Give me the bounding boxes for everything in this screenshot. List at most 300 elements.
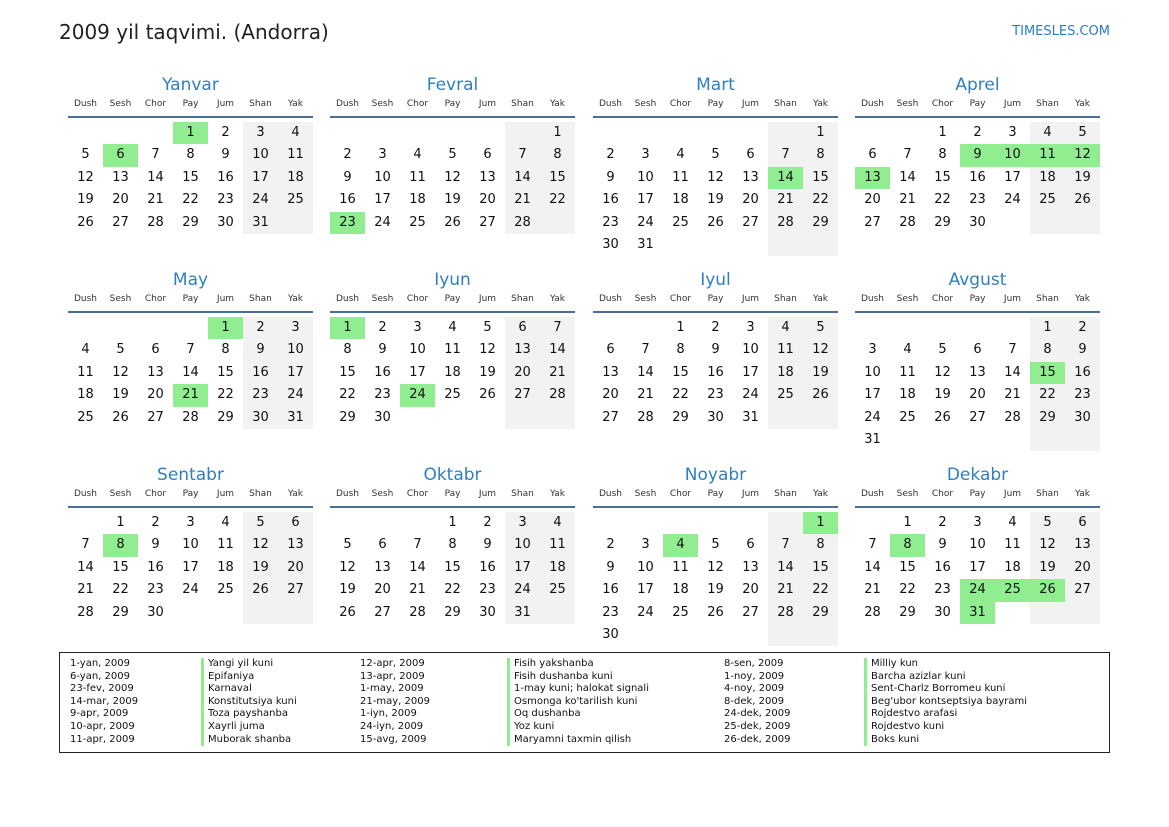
holiday-name: Epifaniya	[201, 671, 297, 684]
day-cell: 13	[374, 559, 391, 575]
holiday-date: 6-yan, 2009	[70, 670, 130, 682]
day-cell: 16	[147, 559, 164, 575]
legend-dates-column	[70, 658, 138, 746]
day-cell: 1	[938, 125, 947, 140]
day-cell: 3	[868, 342, 877, 358]
day-cell: 28	[505, 212, 540, 234]
day-cell: 27	[864, 214, 881, 230]
holiday-day-cell: 8	[103, 534, 138, 556]
holiday-name: Karnaval	[201, 683, 297, 696]
day-cell: 19	[479, 364, 496, 380]
day-cell: 5	[711, 147, 720, 163]
day-cell: 17	[969, 559, 986, 575]
day-cell: 27	[742, 214, 759, 230]
month-name: Dekabr	[946, 465, 1009, 485]
day-cell: 1	[116, 515, 125, 530]
day-cell: 22	[182, 192, 199, 208]
day-grid	[68, 512, 313, 624]
day-cell: 15	[899, 559, 916, 575]
empty-cell	[768, 512, 803, 534]
day-cell: 29	[217, 409, 234, 425]
day-cell: 7	[413, 537, 422, 553]
empty-cell	[698, 122, 733, 144]
empty-cell	[733, 512, 768, 534]
day-cell: 5	[448, 147, 457, 163]
day-cell: 5	[803, 317, 838, 339]
day-cell: 9	[606, 169, 615, 185]
weekday-label: Pay	[969, 489, 986, 499]
weekday-label: Pay	[969, 294, 986, 304]
weekday-label: Chor	[406, 489, 429, 499]
day-grid	[330, 512, 575, 624]
day-cell: 1	[676, 320, 685, 335]
weekday-label: Shan	[1036, 99, 1059, 109]
empty-cell	[995, 429, 1030, 451]
weekday-label: Pay	[182, 99, 199, 109]
day-cell: 6	[746, 537, 755, 553]
day-cell: 14	[899, 169, 916, 185]
day-cell: 23	[969, 192, 986, 208]
day-cell: 26	[707, 604, 724, 620]
day-cell: 3	[243, 122, 278, 144]
holiday-date: 26-dek, 2009	[724, 733, 791, 745]
empty-cell	[628, 317, 663, 339]
day-cell: 15	[217, 364, 234, 380]
day-cell: 25	[540, 579, 575, 601]
day-cell: 5	[1065, 122, 1100, 144]
day-cell: 19	[77, 192, 94, 208]
legend-names-column	[507, 658, 649, 746]
day-cell: 16	[602, 192, 619, 208]
empty-cell	[365, 122, 400, 144]
empty-cell	[960, 317, 995, 339]
page-title: 2009 yil taqvimi. (Andorra)	[59, 20, 329, 44]
day-cell: 25	[672, 214, 689, 230]
day-cell: 30	[707, 409, 724, 425]
day-grid	[68, 317, 313, 429]
weekday-label: Jum	[741, 489, 760, 499]
weekday-label: Pay	[182, 294, 199, 304]
day-cell: 3	[746, 320, 755, 335]
day-cell: 21	[147, 192, 164, 208]
weekday-label: Yak	[813, 489, 828, 499]
day-cell: 14	[409, 559, 426, 575]
day-cell: 29	[444, 604, 461, 620]
day-cell: 16	[339, 192, 356, 208]
day-cell: 7	[81, 537, 90, 553]
empty-cell	[540, 212, 575, 234]
day-cell: 21	[899, 192, 916, 208]
day-cell: 16	[1065, 362, 1100, 384]
day-cell: 2	[221, 125, 230, 140]
holiday-day-cell: 23	[330, 212, 365, 234]
holiday-name: Rojdestvo kuni	[864, 721, 1027, 734]
day-cell: 26	[339, 604, 356, 620]
empty-cell	[663, 624, 698, 646]
day-cell: 12	[339, 559, 356, 575]
day-cell: 14	[182, 364, 199, 380]
day-cell: 9	[221, 147, 230, 163]
weekday-label: Yak	[550, 99, 565, 109]
day-cell: 10	[374, 169, 391, 185]
day-cell: 21	[409, 582, 426, 598]
holiday-date: 10-apr, 2009	[70, 720, 135, 732]
empty-cell	[663, 512, 698, 534]
holiday-date: 12-apr, 2009	[360, 658, 425, 669]
day-cell: 22	[1030, 384, 1065, 406]
empty-cell	[890, 122, 925, 144]
day-cell: 12	[1030, 534, 1065, 556]
empty-cell	[208, 602, 243, 624]
day-cell: 27	[112, 214, 129, 230]
day-cell: 7	[186, 342, 195, 358]
day-cell: 12	[77, 169, 94, 185]
empty-cell	[698, 512, 733, 534]
day-cell: 7	[768, 534, 803, 556]
day-cell: 30	[243, 407, 278, 429]
day-cell: 9	[151, 537, 160, 553]
weekday-label: Sesh	[371, 489, 394, 499]
day-cell: 29	[934, 214, 951, 230]
day-cell: 17	[637, 192, 654, 208]
day-cell: 30	[217, 214, 234, 230]
day-cell: 21	[77, 582, 94, 598]
day-cell: 29	[112, 604, 129, 620]
day-cell: 29	[803, 212, 838, 234]
day-cell: 4	[413, 147, 422, 163]
day-cell: 19	[1065, 167, 1100, 189]
day-cell: 20	[742, 582, 759, 598]
day-cell: 10	[864, 364, 881, 380]
empty-cell	[435, 407, 470, 429]
day-cell: 17	[864, 387, 881, 403]
weekday-label: Shan	[511, 489, 534, 499]
day-cell: 23	[934, 582, 951, 598]
day-cell: 13	[505, 339, 540, 361]
weekday-label: Jum	[478, 99, 497, 109]
day-cell: 20	[479, 192, 496, 208]
weekday-label: Jum	[216, 294, 235, 304]
day-cell: 8	[221, 342, 230, 358]
day-cell: 17	[409, 364, 426, 380]
empty-cell	[663, 122, 698, 144]
month-name: Sentabr	[157, 465, 224, 485]
day-cell: 11	[768, 339, 803, 361]
empty-cell	[365, 512, 400, 534]
holiday-date: 1-yan, 2009	[70, 658, 130, 669]
day-cell: 18	[672, 582, 689, 598]
day-cell: 27	[742, 604, 759, 620]
holiday-date: 21-may, 2009	[360, 695, 430, 707]
day-cell: 30	[147, 604, 164, 620]
day-cell: 14	[1004, 364, 1021, 380]
day-cell: 1	[803, 122, 838, 144]
empty-cell	[470, 122, 505, 144]
day-cell: 12	[243, 534, 278, 556]
weekday-label: Jum	[478, 489, 497, 499]
day-cell: 24	[1004, 192, 1021, 208]
day-cell: 19	[707, 192, 724, 208]
day-cell: 31	[278, 407, 313, 429]
weekday-header	[330, 487, 575, 508]
day-cell: 22	[112, 582, 129, 598]
weekday-label: Shan	[249, 489, 272, 499]
month-iyul	[593, 268, 838, 429]
day-cell: 4	[1008, 515, 1017, 530]
day-cell: 8	[803, 534, 838, 556]
empty-cell	[1030, 429, 1065, 451]
day-cell: 6	[746, 147, 755, 163]
holiday-day-cell: 31	[960, 602, 995, 624]
weekday-label: Jum	[216, 489, 235, 499]
day-cell: 30	[374, 409, 391, 425]
day-cell: 31	[742, 409, 759, 425]
weekday-header	[593, 97, 838, 118]
day-cell: 18	[768, 362, 803, 384]
day-cell: 23	[243, 384, 278, 406]
day-cell: 11	[278, 144, 313, 166]
weekday-label: Shan	[511, 294, 534, 304]
day-cell: 15	[182, 169, 199, 185]
day-cell: 18	[1004, 559, 1021, 575]
holiday-name: Fisih dushanba kuni	[507, 671, 649, 684]
weekday-label: Sesh	[109, 294, 132, 304]
empty-cell	[768, 407, 803, 429]
holiday-date: 4-noy, 2009	[724, 683, 785, 695]
weekday-label: Chor	[144, 489, 167, 499]
weekday-label: Pay	[707, 489, 724, 499]
weekday-label: Yak	[813, 99, 828, 109]
day-cell: 18	[672, 192, 689, 208]
weekday-label: Dush	[73, 294, 98, 304]
weekday-label: Jum	[1003, 99, 1022, 109]
holiday-day-cell: 11	[1030, 144, 1065, 166]
day-cell: 22	[899, 582, 916, 598]
day-cell: 10	[505, 534, 540, 556]
weekday-label: Jum	[1003, 294, 1022, 304]
holiday-date: 1-may, 2009	[360, 683, 424, 695]
day-cell: 29	[339, 409, 356, 425]
day-cell: 10	[637, 169, 654, 185]
day-cell: 30	[934, 604, 951, 620]
empty-cell	[733, 624, 768, 646]
day-grid	[855, 317, 1100, 451]
day-cell: 24	[742, 387, 759, 403]
weekday-label: Pay	[182, 489, 199, 499]
day-cell: 4	[540, 512, 575, 534]
day-cell: 16	[374, 364, 391, 380]
day-cell: 21	[540, 362, 575, 384]
weekday-label: Yak	[550, 489, 565, 499]
day-cell: 25	[1030, 189, 1065, 211]
day-cell: 13	[147, 364, 164, 380]
weekday-header	[68, 97, 313, 118]
holiday-day-cell: 24	[400, 384, 435, 406]
day-cell: 10	[409, 342, 426, 358]
day-cell: 16	[934, 559, 951, 575]
weekday-label: Yak	[288, 294, 303, 304]
day-cell: 26	[243, 579, 278, 601]
day-cell: 10	[243, 144, 278, 166]
day-grid	[855, 122, 1100, 234]
day-cell: 26	[444, 214, 461, 230]
day-cell: 6	[278, 512, 313, 534]
holiday-date: 1-iyn, 2009	[360, 708, 417, 720]
legend-dates-column	[724, 658, 790, 746]
day-cell: 15	[934, 169, 951, 185]
weekday-label: Jum	[1003, 489, 1022, 499]
day-cell: 26	[479, 387, 496, 403]
day-cell: 27	[147, 409, 164, 425]
day-cell: 9	[343, 169, 352, 185]
day-grid	[593, 512, 838, 646]
holiday-name: Barcha azizlar kuni	[864, 671, 1027, 684]
holiday-name: Konstitutsiya kuni	[201, 696, 297, 709]
holiday-date: 8-sen, 2009	[724, 658, 784, 669]
month-name: Avgust	[948, 270, 1007, 290]
day-cell: 24	[637, 214, 654, 230]
day-cell: 7	[151, 147, 160, 163]
day-cell: 22	[803, 579, 838, 601]
day-cell: 21	[768, 189, 803, 211]
empty-cell	[173, 602, 208, 624]
empty-cell	[505, 407, 540, 429]
day-cell: 24	[243, 189, 278, 211]
weekday-label: Dush	[860, 294, 885, 304]
day-cell: 22	[217, 387, 234, 403]
month-name: Oktabr	[423, 465, 482, 485]
weekday-label: Jum	[741, 99, 760, 109]
day-cell: 7	[768, 144, 803, 166]
holiday-name: Xayrli juma	[201, 721, 297, 734]
day-cell: 11	[444, 342, 461, 358]
weekday-label: Pay	[707, 99, 724, 109]
month-aprel	[855, 73, 1100, 234]
day-cell: 4	[448, 320, 457, 335]
day-cell: 12	[803, 339, 838, 361]
day-cell: 30	[602, 236, 619, 252]
empty-cell	[138, 122, 173, 144]
month-name: Iyul	[700, 270, 731, 290]
day-cell: 15	[444, 559, 461, 575]
day-cell: 26	[707, 214, 724, 230]
day-cell: 5	[116, 342, 125, 358]
day-cell: 13	[1065, 534, 1100, 556]
day-cell: 2	[606, 147, 615, 163]
month-yanvar	[68, 73, 313, 234]
holiday-day-cell: 1	[803, 512, 838, 534]
day-cell: 25	[409, 214, 426, 230]
empty-cell	[698, 234, 733, 256]
day-cell: 16	[217, 169, 234, 185]
holiday-date: 24-iyn, 2009	[360, 720, 424, 732]
empty-cell	[173, 317, 208, 339]
month-fevral	[330, 73, 575, 234]
empty-cell	[890, 317, 925, 339]
day-cell: 17	[505, 557, 540, 579]
day-cell: 27	[969, 409, 986, 425]
day-cell: 23	[602, 214, 619, 230]
day-cell: 25	[278, 189, 313, 211]
day-cell: 17	[182, 559, 199, 575]
day-cell: 13	[602, 364, 619, 380]
day-cell: 11	[672, 559, 689, 575]
holiday-day-cell: 1	[173, 122, 208, 144]
site-link[interactable]: TIMESLES.COM	[1012, 24, 1110, 39]
day-cell: 25	[217, 582, 234, 598]
day-cell: 10	[969, 537, 986, 553]
day-cell: 16	[969, 169, 986, 185]
day-cell: 11	[217, 537, 234, 553]
holiday-day-cell: 24	[960, 579, 995, 601]
day-cell: 24	[637, 604, 654, 620]
day-cell: 26	[934, 409, 951, 425]
day-cell: 19	[444, 192, 461, 208]
day-cell: 22	[934, 192, 951, 208]
day-cell: 21	[768, 579, 803, 601]
day-cell: 28	[864, 604, 881, 620]
day-cell: 9	[378, 342, 387, 358]
day-cell: 7	[641, 342, 650, 358]
empty-cell	[628, 512, 663, 534]
day-cell: 5	[1030, 512, 1065, 534]
weekday-label: Jum	[741, 294, 760, 304]
day-cell: 18	[409, 192, 426, 208]
weekday-label: Dush	[335, 99, 360, 109]
weekday-label: Sesh	[109, 489, 132, 499]
day-cell: 2	[483, 515, 492, 530]
day-cell: 28	[637, 409, 654, 425]
day-cell: 5	[81, 147, 90, 163]
empty-cell	[505, 122, 540, 144]
weekday-label: Pay	[444, 99, 461, 109]
weekday-label: Sesh	[109, 99, 132, 109]
day-cell: 12	[707, 559, 724, 575]
weekday-label: Dush	[860, 489, 885, 499]
weekday-label: Sesh	[634, 99, 657, 109]
day-cell: 14	[540, 339, 575, 361]
day-cell: 29	[672, 409, 689, 425]
day-cell: 9	[606, 559, 615, 575]
day-cell: 6	[483, 147, 492, 163]
weekday-label: Dush	[598, 294, 623, 304]
weekday-label: Pay	[969, 99, 986, 109]
holiday-name: Osmonga ko'tarilish kuni	[507, 696, 649, 709]
day-cell: 6	[1065, 512, 1100, 534]
day-cell: 1	[448, 515, 457, 530]
weekday-label: Sesh	[896, 489, 919, 499]
day-grid	[330, 317, 575, 429]
day-cell: 20	[1065, 557, 1100, 579]
day-cell: 25	[444, 387, 461, 403]
weekday-label: Sesh	[634, 489, 657, 499]
day-cell: 5	[938, 342, 947, 358]
empty-cell	[995, 212, 1030, 234]
weekday-label: Sesh	[371, 294, 394, 304]
empty-cell	[1065, 212, 1100, 234]
empty-cell	[663, 234, 698, 256]
empty-cell	[855, 512, 890, 534]
month-name: Mart	[696, 75, 735, 95]
day-cell: 15	[672, 364, 689, 380]
weekday-label: Shan	[1036, 294, 1059, 304]
day-cell: 12	[444, 169, 461, 185]
empty-cell	[103, 122, 138, 144]
holiday-name: Boks kuni	[864, 734, 1027, 747]
day-cell: 4	[221, 515, 230, 530]
day-grid	[330, 122, 575, 234]
day-cell: 10	[742, 342, 759, 358]
